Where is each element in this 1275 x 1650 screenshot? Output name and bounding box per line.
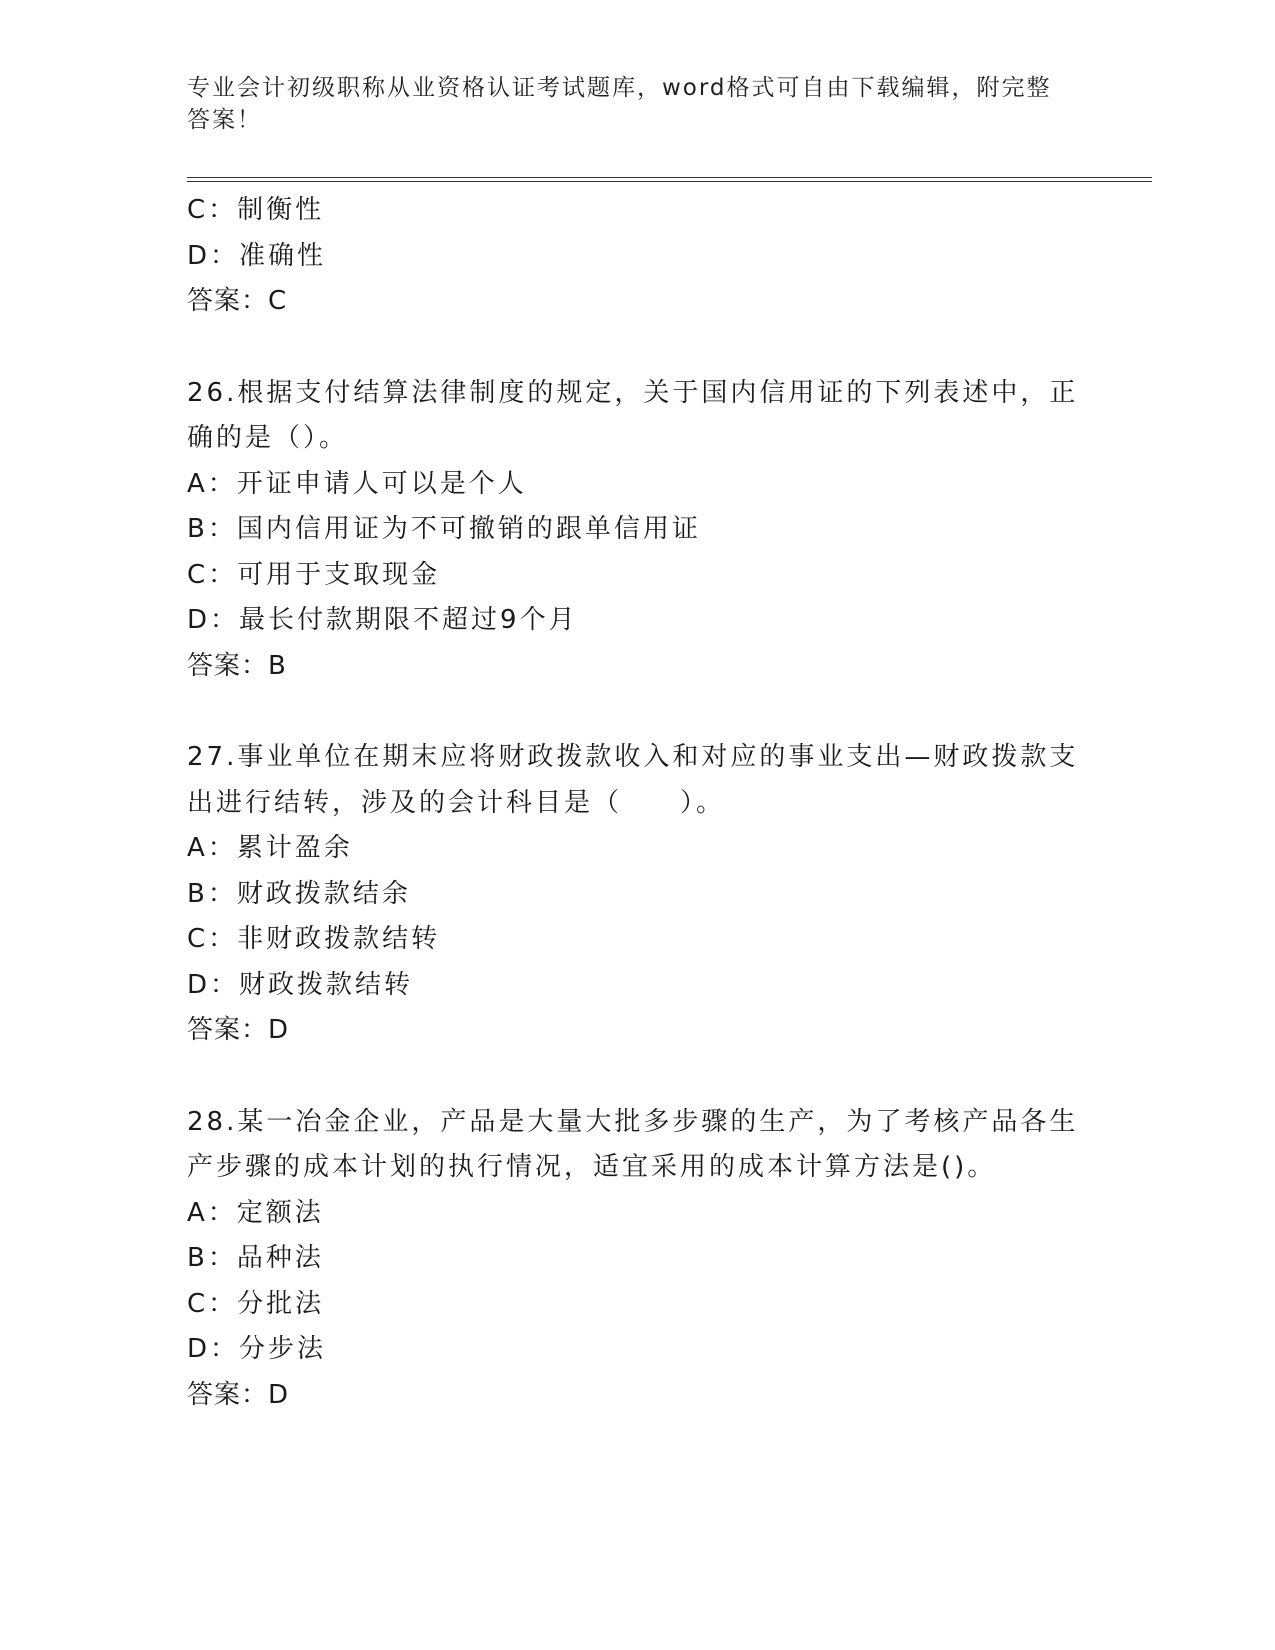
header-rule-top [187, 177, 1152, 178]
option-b: B：国内信用证为不可撤销的跟单信用证 [187, 514, 701, 544]
option-a: A：开证申请人可以是个人 [187, 468, 527, 499]
question-26-text-line1: 26.根据支付结算法律制度的规定，关于国内信用证的下列表述中，正 [187, 377, 1079, 408]
option-d: D：财政拨款结转 [187, 969, 414, 1000]
answer-line: 答案：D [187, 1379, 290, 1410]
option-d: D：分步法 [187, 1334, 327, 1364]
question-27-text-line2: 出进行结转，涉及的会计科目是（ ）。 [187, 787, 726, 818]
option-d: D：准确性 [187, 240, 327, 271]
header-rule-bottom [187, 181, 1152, 182]
answer-line: 答案：D [187, 1015, 290, 1045]
option-a: A：累计盈余 [187, 833, 353, 863]
option-c: C：可用于支取现金 [187, 559, 441, 590]
option-c: C：制衡性 [187, 195, 325, 225]
question-27-text-line1: 27.事业单位在期末应将财政拨款收入和对应的事业支出—财政拨款支 [187, 742, 1079, 772]
option-c: C：非财政拨款结转 [187, 924, 441, 954]
question-28-text-line2: 产步骤的成本计划的执行情况，适宜采用的成本计算方法是()。 [187, 1152, 997, 1182]
option-b: B：财政拨款结余 [187, 878, 411, 909]
answer-line: 答案：B [187, 650, 287, 681]
question-content [187, 188, 1087, 1418]
question-28-text-line1: 28.某一冶金企业，产品是大量大批多步骤的生产，为了考核产品各生 [187, 1106, 1079, 1137]
option-b: B：品种法 [187, 1243, 324, 1273]
option-c: C：分批法 [187, 1288, 325, 1319]
option-d: D：最长付款期限不超过9个月 [187, 605, 578, 635]
answer-line: 答案：C [187, 286, 288, 316]
option-a: A：定额法 [187, 1197, 324, 1228]
document-header: 专业会计初级职称从业资格认证考试题库，word格式可自由下载编辑，附完整答案！ [187, 75, 1052, 133]
question-26-text-line2: 确的是（）。 [187, 423, 349, 453]
